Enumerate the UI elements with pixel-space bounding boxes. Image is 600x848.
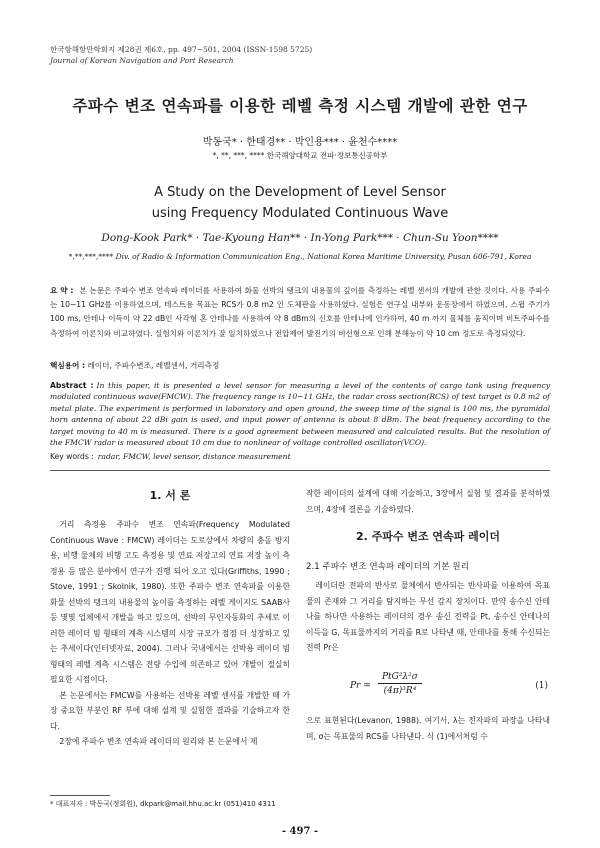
keywords-en-label: Key words :: [50, 452, 94, 461]
abstract-ko-label: 요 약 :: [50, 286, 74, 295]
right-column-continuation: 작한 레이더의 설계에 대해 기술하고, 3장에서 실험 및 결과를 분석하였으며, 4장에 결론을 기술하였다.: [306, 489, 550, 514]
paper-title-en-line1: A Study on the Development of Level Sensor: [154, 185, 446, 200]
section2-paragraph: 레이더란 전파의 반사로 물체에서 반사되는 반사파를 이용하여 목표물의 존재와 그 거리를 탐지하는 무선 감지 장치이다. 만약 송수신 안테나를 하나만 사용하는 레이더의 경우 송신 전력을 Pt, 송수신 안테나의 이득을 G, 목표물까지의 거리를 R로 나타낸 때, 안테나를 통해 수신되는 전력 Pr은: [306, 581, 550, 652]
equation-fraction: [378, 672, 422, 696]
abstract-en: [50, 380, 550, 448]
equation-number: (1): [535, 681, 548, 691]
authors-en: Dong-Kook Park* · Tae-Kyoung Han** · In-Yong Park*** · Chun-Su Yoon****: [101, 232, 499, 244]
affiliation-en: *,**,***,**** Div. of Radio & Information Communication Eng., National Korea Maritime University, Pusan 606-791, Korea: [68, 252, 532, 261]
authors-ko: 박동국* · 한태경** · 박인용*** · 윤천수****: [202, 137, 398, 148]
paper-title-en-line2: using Frequency Modulated Continuous Wave: [151, 206, 449, 221]
section1-heading: 1. 서 론: [149, 489, 191, 502]
page-number: - 497 -: [281, 826, 319, 837]
footnote: * 대표저자 : 박동국(정회원), dkpark@mail.hhu.ac.kr (051)410 4311: [50, 800, 276, 808]
paper-title-en: [0, 182, 600, 224]
keywords-ko: [50, 360, 219, 371]
abstract-en-text: In this paper, it is presented a level sensor for measuring a level of the contents of cargo tank using frequency modulated continuous wave(FMCW). The frequency range is 10~11 GHz, the radar cross section(RCS) of test target is 0.8 m2 of metal plate. The experiment is performed in laboratory and open ground, the sweep time of the signal is 100 ms, the pyramidal horn antenna of about 22 dBi gain is used, and input power of antenna is about 8 dBm. The beat frequency according to the target moving to 40 m is measured. There is a good agreement between measured and calculated results. But the resolution of the FMCW radar is measured about 10 cm due to nonlinear of voltage controlled oscillator(VCO).: [50, 381, 550, 448]
abstract-en-label: Abstract :: [50, 381, 94, 390]
abstract-ko-text: 본 논문은 주파수 변조 연속파 레이더를 사용하여 화물 선박의 탱크의 내용물의 깊이를 측정하는 레벨 센서의 개발에 관한 것이다. 사용 주파수는 10~11 GHz를 이용하였으며, 테스트용 목표는 RCS가 0.8 m2 인 도체판을 사용하였다. 실험은 연구실 내부와 운동장에서 하였으며, 스윕 주기가 100 ms, 안테나 이득이 약 22 dB인 사각형 혼 안테나를 사용하여 약 8 dBm의 신호를 안테나에 인가하여, 40 m 까지 물체를 움직이며 비트주파수를 측정하여 이론치와 비교하였다. 실험치와 이론치가 잘 일치하였으나 전압제어 발진기의 비선형으로 인해 분해능이 약 10 cm 정도로 측정되었다.: [50, 286, 550, 338]
section2-heading: 2. 주파수 변조 연속파 레이더: [355, 530, 501, 543]
keywords-en-text: radar, FMCW, level sensor, distance measurement: [97, 452, 291, 461]
equation-lhs: Pr =: [350, 681, 371, 691]
journal-info: [50, 44, 312, 66]
paper-title-ko: 주파수 변조 연속파를 이용한 레벨 측정 시스템 개발에 관한 연구: [72, 97, 528, 115]
equation-denominator: (4π)³R⁴: [383, 686, 417, 696]
section1-paragraph: 본 논문에서는 FMCW를 사용하는 선박용 레벨 센서를 개발한 때 가장 중요한 부분인 RF 부에 대해 설계 및 실험한 결과를 기술하고자 한다.: [50, 690, 290, 731]
footnote-divider: [50, 795, 110, 796]
header-divider: [50, 470, 550, 471]
journal-info-en: Journal of Korean Navigation and Port Research: [50, 56, 234, 65]
journal-info-ko: 한국항해항만학회지 제28권 제6호, pp. 497~501, 2004 (ISSN-1598 5725): [50, 45, 313, 54]
equation-1: [306, 672, 550, 712]
keywords-ko-label: 핵심용어 :: [50, 361, 86, 370]
subsection-2-1-heading: 2.1 주파수 변조 연속파 레이더의 기본 원리: [306, 562, 469, 572]
keywords-en: [50, 452, 291, 461]
abstract-ko: [50, 284, 550, 341]
section1-paragraph: 2장에 주파수 변조 연속파 레이더의 원리와 본 논문에서 제: [59, 737, 258, 746]
after-equation-text: 으로 표현된다(Levanon, 1988). 여기서, λ는 전자파의 파장을 나타내며, σ는 목표물의 RCS를 나타낸다. 식 (1)에서처럼 수: [306, 716, 550, 741]
equation-numerator: PtG²λ²σ: [378, 672, 422, 684]
keywords-ko-text: 레이더, 주파수변조, 레벨센서, 거리측정: [87, 361, 220, 370]
left-column: [50, 517, 290, 750]
section1-paragraph: 거리 측정용 주파수 변조 연속파(Frequency Modulated Continuous Wave : FMCW) 레이더는 도로상에서 차량의 충돌 방지용, 비행 물체의 비행 고도 측정용 및 연료 저장고의 연료 저장 높이 측정용 등 많은 분야에서 연구가 진행 되어 오고 있다(Griffiths, 1990 ; Stove, 1991 ; Skolnik, 1980). 또한 주파수 변조 연속파를 이용한 화물 선박의 탱크의 내용물의 높이를 측정하는 레벨 게이지도 SAAB사 등 몇몇 업체에서 개발을 하고 있으며, 선박의 무인자동화의 추세로 이러한 레이더 빔 형태의 계측 시스템의 시장 규모가 점점 더 성장하고 있는 추세이다(인터넷자료, 2004). 그러나 국내에서는 선박용 레이더 빔 형태의 레벨 계측 시스템은 전량 수입에 의존하고 있어 개발이 절실히 필요한 시점이다.: [50, 520, 290, 684]
affiliation-ko: *, **, ***, **** 한국해양대학교 전파·정보통신공학부: [212, 151, 388, 160]
